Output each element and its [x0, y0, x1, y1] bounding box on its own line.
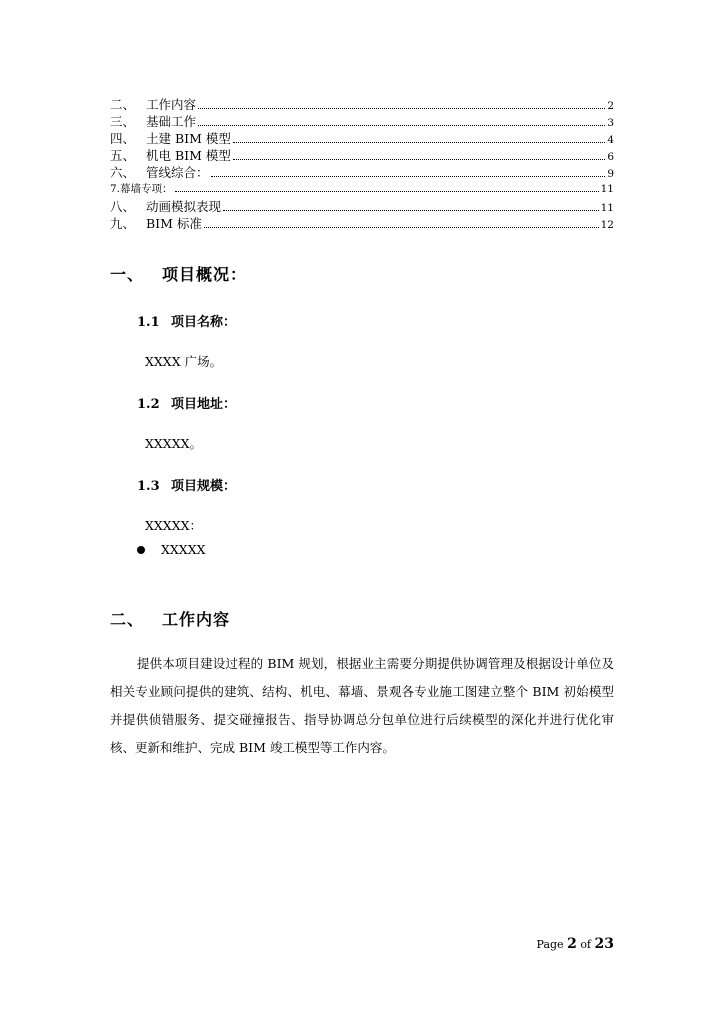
toc-entry-page: 12: [600, 219, 614, 231]
section-number: 二、: [110, 610, 145, 629]
project-scale-text: XXXXX：: [145, 518, 202, 533]
toc-leader-dots: [223, 209, 599, 211]
toc-entry[interactable]: [110, 130, 614, 147]
toc-leader-dots: [204, 226, 599, 228]
toc-entry-title: 土建 BIM 模型: [146, 131, 231, 146]
toc-entry-title: 机电 BIM 模型: [146, 148, 231, 163]
toc-leader-dots: [233, 158, 605, 160]
page-footer: [537, 936, 614, 952]
subsection-heading: [137, 311, 236, 330]
section-title: 工作内容: [162, 610, 231, 629]
section-heading: [110, 262, 247, 285]
subsection-number: 1.2: [137, 397, 160, 412]
toc-leader-dots: [198, 124, 605, 126]
toc-entry[interactable]: [110, 147, 614, 164]
toc-entry-title: 幕墙专项：: [120, 183, 173, 195]
toc-entry[interactable]: [110, 164, 614, 181]
toc-entry-page: 9: [607, 168, 614, 180]
toc-entry-page: 4: [607, 134, 614, 146]
toc-leader-dots: [198, 107, 605, 109]
footer-of-word: of: [580, 938, 592, 951]
toc-entry[interactable]: [110, 215, 614, 232]
toc-entry-title: BIM 标准: [146, 216, 202, 231]
toc-entry-title: 基础工作: [146, 114, 197, 129]
footer-total-pages: 23: [594, 936, 614, 952]
toc-entry[interactable]: [110, 181, 614, 198]
bullet-list-item: [137, 542, 206, 557]
toc-entry-title: 工作内容: [146, 97, 197, 112]
toc-entry-page: 11: [600, 202, 614, 214]
toc-entry-page: 11: [600, 183, 614, 195]
toc-entry-title: 管线综合：: [146, 165, 209, 180]
toc-entry-number: 7.: [110, 183, 121, 195]
toc-entry-title: 动画模拟表现: [146, 199, 222, 214]
table-of-contents: [110, 96, 614, 232]
bullet-text: XXXXX: [161, 542, 206, 557]
subsection-heading: [137, 475, 236, 494]
paragraph: 提供本项目建设过程的 BIM 规划，根据业主需要分期提供协调管理及根据设计单位及相关专业顾问提供的建筑、结构、机电、幕墙、景观各专业施工图建立整个 BIM 初始模型并提供侦错服务、提交碰撞报告、指导协调总分包单位进行后续模型的深化并进行优化审核、更新和维护、完成 BIM 竣工模型等工作内容。: [110, 656, 614, 755]
footer-current-page: 2: [567, 936, 577, 952]
project-name-text: XXXX 广场。: [145, 354, 223, 369]
section-heading: [110, 607, 230, 630]
subsection-title: 项目地址：: [171, 397, 237, 412]
toc-leader-dots: [211, 175, 606, 177]
section-number: 一、: [110, 265, 145, 284]
toc-entry[interactable]: [110, 113, 614, 130]
toc-entry-number: 四、: [110, 131, 136, 146]
toc-leader-dots: [233, 141, 605, 143]
toc-entry-page: 6: [607, 151, 614, 163]
subsection-number: 1.1: [137, 315, 160, 330]
toc-entry-number: 六、: [110, 165, 136, 180]
toc-entry[interactable]: [110, 198, 614, 215]
toc-entry-number: 三、: [110, 114, 136, 129]
footer-page-word: Page: [536, 938, 564, 951]
subsection-title: 项目名称：: [171, 315, 237, 330]
bullet-icon: [137, 546, 145, 554]
toc-entry-number: 八、: [110, 199, 136, 214]
toc-leader-dots: [175, 190, 599, 192]
toc-entry[interactable]: [110, 96, 614, 113]
toc-entry-number: 二、: [110, 97, 136, 112]
subsection-number: 1.3: [137, 479, 160, 494]
toc-entry-page: 3: [607, 117, 614, 129]
subsection-heading: [137, 393, 236, 412]
section-title: 项目概况：: [162, 265, 248, 284]
toc-entry-number: 五、: [110, 148, 136, 163]
section-body: [110, 650, 614, 762]
toc-entry-page: 2: [607, 100, 614, 112]
subsection-title: 项目规模：: [171, 479, 237, 494]
toc-entry-number: 九、: [110, 216, 136, 231]
project-address-text: XXXXX。: [145, 436, 202, 451]
